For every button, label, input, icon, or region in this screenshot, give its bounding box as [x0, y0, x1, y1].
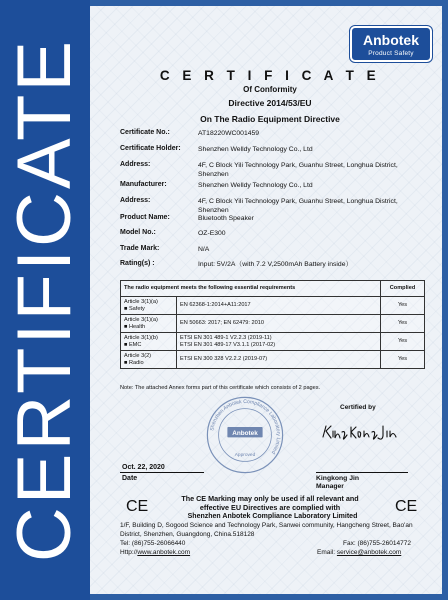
standard-cell — [177, 297, 381, 315]
signer-name: Kingkong Jin — [316, 475, 360, 482]
standard-text: ETSI EN 301 489-1 V2.2.3 (2019-11) — [180, 334, 272, 341]
field-label-manufacturer-address: Address: — [120, 197, 151, 204]
email-label: Email: — [317, 549, 336, 556]
standard-text: ETSI EN 300 328 V2.2.2 (2019-07) — [180, 356, 268, 362]
table-header-row — [121, 281, 425, 297]
annex-note: Note: The attached Annex forms part of this certificate which consists of 2 pages. — [120, 385, 321, 391]
field-value-model-no: OZ-E300 — [198, 230, 226, 237]
ce-note-line-2: effective EU Directives are complied with — [199, 503, 341, 512]
status-cell: Yes — [381, 297, 425, 315]
lab-email — [317, 549, 401, 556]
article-category: ■ Safety — [124, 305, 145, 312]
field-label-product-name: Product Name: — [120, 214, 170, 221]
signature-stroke — [323, 426, 396, 439]
article-number: Article 3(1)(b) — [124, 334, 158, 341]
directive-heading: Directive 2014/53/EU — [228, 98, 312, 108]
article-category-text: Safety — [128, 305, 145, 312]
standard-text: EN 50663: 2017; EN 62479: 2010 — [180, 320, 264, 326]
status-cell: Yes — [381, 315, 425, 333]
field-label-address: Address: — [120, 161, 151, 168]
ce-mark-icon — [395, 497, 419, 513]
issue-date: Oct. 22, 2020 — [122, 464, 165, 471]
date-rule — [120, 472, 204, 473]
website-link[interactable]: www.anbotek.com — [137, 549, 191, 556]
signature-rule — [316, 472, 408, 473]
lab-seal — [205, 395, 285, 475]
table-row — [121, 297, 425, 315]
logo-name: Anbotek — [363, 32, 419, 48]
certified-by-label: Certified by — [340, 404, 376, 411]
table-row — [121, 315, 425, 333]
lab-fax: Fax: (86)755-26014772 — [343, 540, 411, 547]
field-value-certificate-no: AT18220WC001459 — [198, 130, 260, 137]
article-number: Article 3(1)(a) — [124, 316, 158, 323]
field-value-product-name: Bluetooth Speaker — [198, 215, 254, 222]
article-number: Article 3(2) — [124, 352, 152, 359]
article-category-text: Health — [128, 323, 146, 330]
status-cell: Yes — [381, 351, 425, 369]
ce-note-line-1: The CE Marking may only be used if all relevant and — [181, 494, 359, 503]
table-header-complied: Complied — [381, 281, 425, 297]
field-label-certificate-no: Certificate No.: — [120, 129, 170, 136]
field-label-manufacturer: Manufacturer: — [120, 181, 167, 188]
standard-cell — [177, 315, 381, 333]
ce-mark-text: CE — [126, 498, 149, 513]
scope-heading: On The Radio Equipment Directive — [200, 114, 340, 124]
standard-cell — [177, 351, 381, 369]
article-cell — [121, 351, 177, 369]
field-label-rating: Rating(s) : — [120, 260, 155, 267]
anbotek-logo — [350, 26, 432, 62]
field-label-model-no: Model No.: — [120, 229, 156, 236]
standard-text: ETSI EN 301 489-17 V3.1.1 (2017-02) — [180, 341, 276, 348]
ce-mark-text: CE — [395, 498, 418, 513]
article-cell — [121, 333, 177, 351]
website-label: Http:// — [120, 549, 138, 556]
field-label-trade-mark: Trade Mark: — [120, 245, 160, 252]
table-header-requirements: The radio equipment meets the following essential requirements — [121, 281, 381, 297]
lab-address: 1/F, Building D, Sogood Science and Technology Park, Sanwei community, Hangcheng Street, Bao'an District, Shenzhen, Guangdong, China.518128 — [120, 522, 413, 538]
table-row — [121, 333, 425, 351]
ce-note — [160, 494, 380, 512]
field-value-manufacturer: Shenzhen Welldy Technology Co., Ltd — [198, 182, 313, 189]
seal-ring-text: Shenzhen Anbotek Compliance Laboratory Limited — [209, 398, 282, 455]
field-value-rating: Input: 5V/2A（with 7.2 V,2500mAh Battery inside） — [198, 261, 353, 268]
seal-bottom-text: Approved — [234, 452, 256, 458]
signer-title: Manager — [316, 483, 344, 490]
field-value-holder: Shenzhen Welldy Technology Co., Ltd — [198, 146, 313, 153]
article-cell — [121, 297, 177, 315]
standard-cell — [177, 333, 381, 351]
field-label-holder: Certificate Holder: — [120, 145, 181, 152]
certificate-title: C E R T I F I C A T E — [159, 68, 381, 83]
lab-tel: Tel: (86)755-26066440 — [120, 540, 186, 547]
requirements-table — [120, 280, 425, 369]
article-category: ■ EMC — [124, 341, 142, 348]
article-category-text: EMC — [128, 341, 142, 348]
logo-tagline: Product Safety — [368, 50, 414, 57]
article-cell — [121, 315, 177, 333]
article-category: ■ Radio — [124, 359, 144, 366]
field-value-manufacturer-address: 4F, C Block Yili Technology Park, Guanhu Street, Longhua District, Shenzhen — [198, 198, 398, 214]
email-link[interactable]: service@anbotek.com — [336, 549, 402, 556]
status-cell: Yes — [381, 333, 425, 351]
article-category: ■ Health — [124, 323, 146, 330]
handwritten-signature — [320, 422, 400, 444]
table-row — [121, 351, 425, 369]
ce-mark-icon — [126, 497, 150, 513]
side-banner — [0, 0, 90, 600]
side-banner-text: CERTIFICATE — [2, 37, 87, 563]
lab-name: Shenzhen Anbotek Compliance Laboratory Limited — [187, 513, 358, 520]
lab-website — [120, 549, 190, 556]
seal-center-text: Anbotek — [232, 430, 258, 437]
standard-text: EN 62368-1:2014+A11:2017 — [180, 302, 251, 308]
date-label: Date — [122, 475, 138, 482]
certificate-subtitle: Of Conformity — [243, 85, 297, 94]
article-number: Article 3(1)(a) — [124, 298, 158, 305]
field-value-trade-mark: N/A — [198, 246, 210, 253]
field-value-address: 4F, C Block Yili Technology Park, Guanhu Street, Longhua District, Shenzhen — [198, 162, 398, 178]
article-category-text: Radio — [128, 359, 144, 366]
